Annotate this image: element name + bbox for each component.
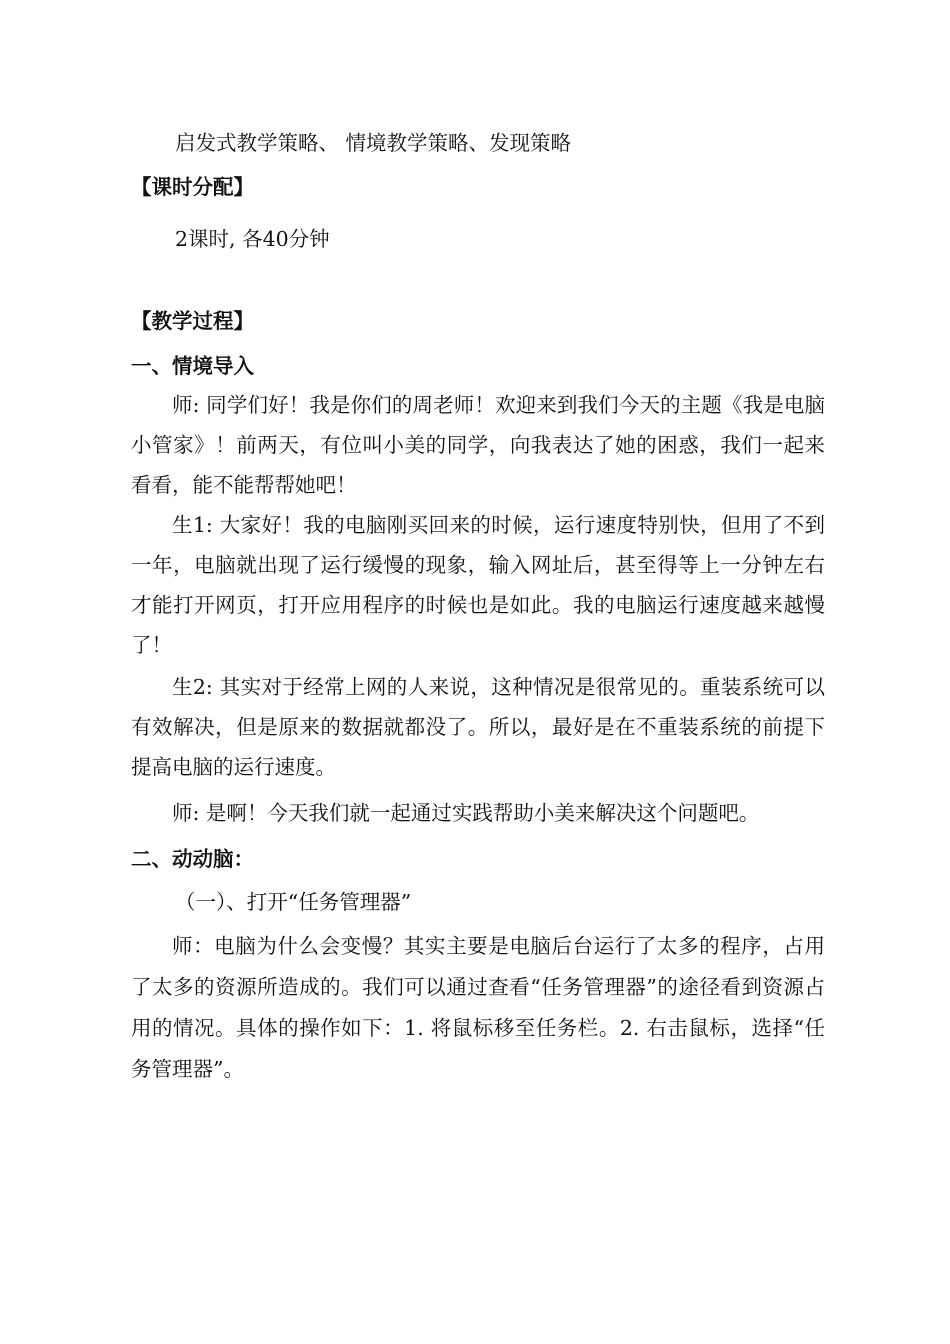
period-allocation-heading: 【课时分配】 xyxy=(131,175,254,199)
section-heading-situation-intro: 一、情境导入 xyxy=(131,354,254,378)
teaching-process-heading: 【教学过程】 xyxy=(131,309,254,333)
section-heading-brainstorm: 二、动动脑： xyxy=(131,847,254,871)
subsection-heading-open-task-manager: （一）、打开“任务管理器” xyxy=(175,890,412,914)
dialogue-paragraph-student1: 生1: 大家好！我的电脑刚买回来的时候，运行速度特别快，但用了不到一年，电脑就出现了运行缓慢的现象，输入网址后，甚至得等上一分钟左右才能打开网页，打开应用程序的时候也是如此。我的电脑运行速度越来越慢了！ xyxy=(131,513,825,657)
teaching-strategy-line: 启发式教学策略、 情境教学策略、发现策略 xyxy=(175,131,572,155)
period-allocation-text: 2课时, 各40分钟 xyxy=(175,227,330,251)
dialogue-paragraph-teacher-intro: 师: 同学们好！我是你们的周老师！欢迎来到我们今天的主题《我是电脑小管家》！前两天，有位叫小美的同学，向我表达了她的困惑，我们一起来看看，能不能帮帮她吧！ xyxy=(131,393,825,497)
dialogue-paragraph-student2: 生2: 其实对于经常上网的人来说，这种情况是很常见的。重装系统可以有效解决，但是原来的数据就都没了。所以，最好是在不重装系统的前提下提高电脑的运行速度。 xyxy=(131,675,825,779)
dialogue-paragraph-teacher-reply: 师: 是啊！今天我们就一起通过实践帮助小美来解决这个问题吧。 xyxy=(172,801,760,825)
explanation-paragraph-task-manager: 师：电脑为什么会变慢？其实主要是电脑后台运行了太多的程序，占用了太多的资源所造成的。我们可以通过查看“任务管理器”的途径看到资源占用的情况。具体的操作如下：1. 将鼠标移至任务栏。2. 右击鼠标，选择“任务管理器”。 xyxy=(131,934,825,1081)
